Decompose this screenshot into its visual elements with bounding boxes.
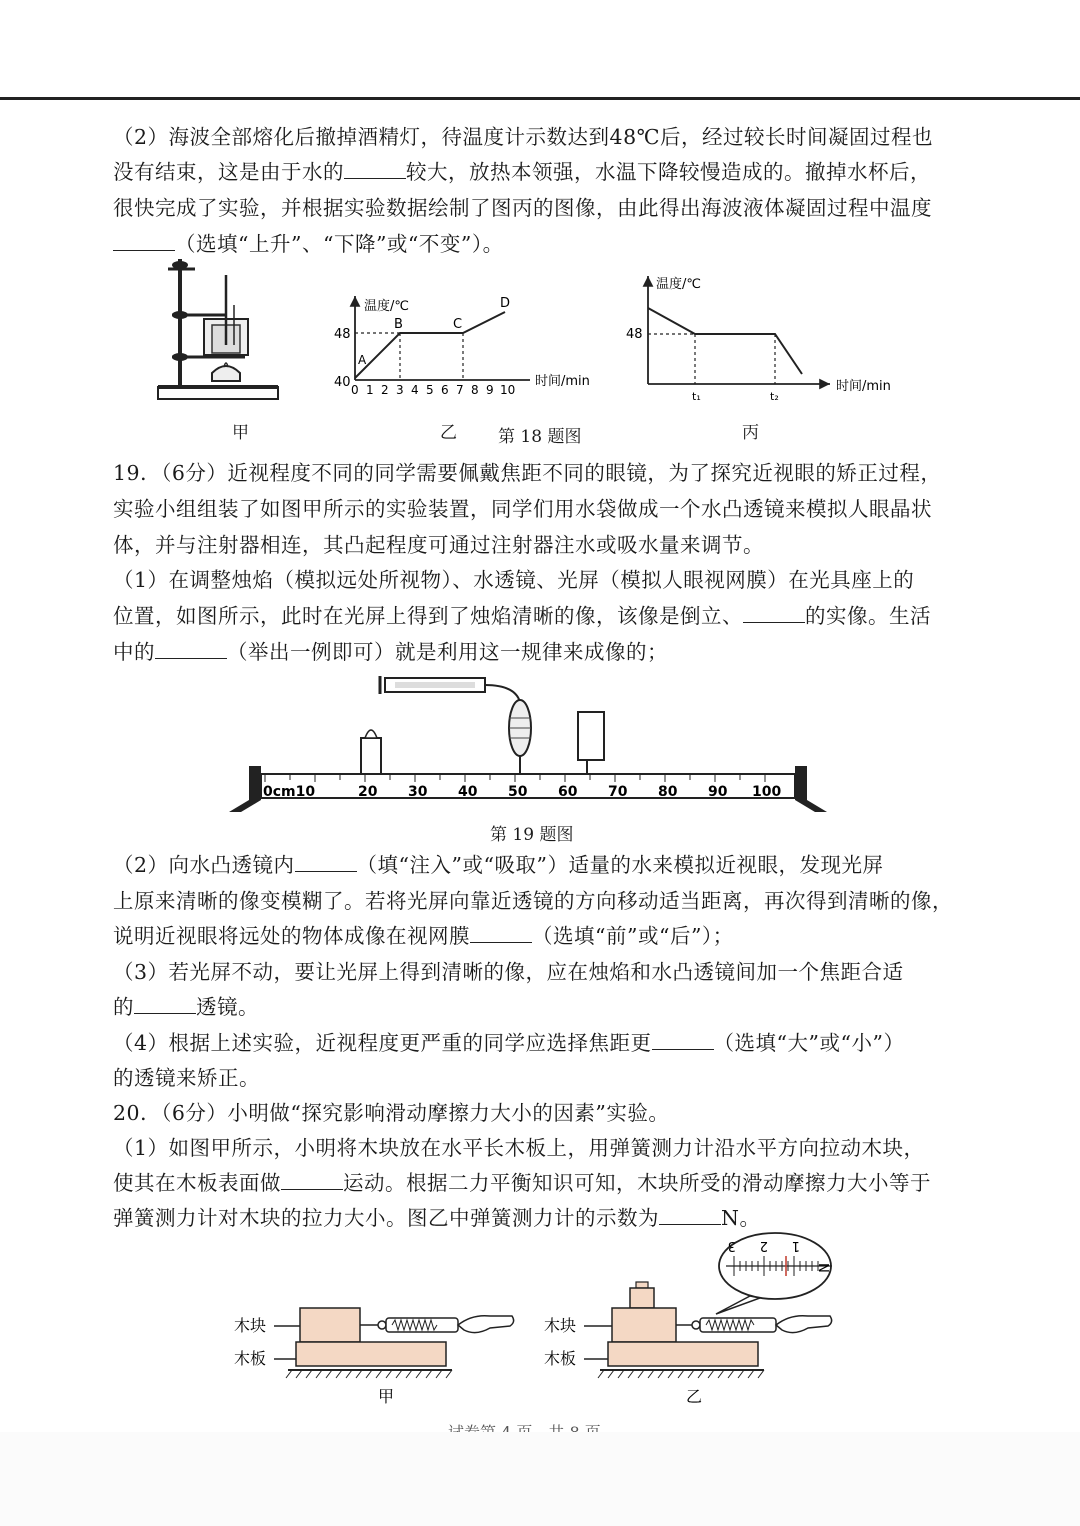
q19-p3-line-2: 的 透镜。 [113,995,259,1019]
answer-blank[interactable] [155,640,227,659]
fig19-caption: 第 19 题图 [490,825,574,845]
ruler-label: 90 [708,784,728,800]
figure-20-yi [540,1226,860,1411]
yi-ytick-40: 40 [334,375,351,390]
yi-xtick: 1 [366,383,374,397]
yi-xlabel: 时间/min [535,374,590,389]
jia-board-label: 木板 [234,1349,267,1368]
figure-18-jia-apparatus [150,255,290,405]
yi-board-label: 木板 [544,1349,577,1368]
q19-p2-line-1: （2）向水凸透镜内 （填“注入”或“吸取”）适量的水来模拟近视眼，发现光屏 [113,853,884,877]
ruler-label: 70 [608,784,628,800]
answer-blank[interactable] [659,1206,721,1225]
answer-blank[interactable] [113,232,175,251]
yi-ytick-48: 48 [334,327,351,342]
q19-p1-line-2: 位置，如图所示，此时在光屏上得到了烛焰清晰的像，该像是倒立、 的实像。生活 [113,604,931,628]
yi-block-label: 木块 [544,1316,577,1335]
ruler-label: 30 [408,784,428,800]
yi-point-c: C [453,317,463,332]
yi-xtick: 3 [396,383,404,397]
figure-20-jia [228,1300,528,1410]
ruler-label: 60 [558,784,578,800]
top-rule [0,97,1080,100]
fig20-label-jia: 甲 [378,1387,395,1406]
q18-text-line-2: 没有结束，这是由于水的 较大，放热本领强，水温下降较慢造成的。撤掉水杯后， [113,160,931,184]
yi-xtick: 9 [486,383,494,397]
yi-ylabel: 温度/℃ [364,299,409,314]
q18-text-line-1: （2）海波全部熔化后撤掉酒精灯，待温度计示数达到48℃后，经过较长时间凝固过程也 [113,125,934,149]
answer-blank[interactable] [743,604,805,623]
yi-xtick: 7 [456,383,464,397]
yi-xticks [351,383,515,397]
fig18-label-yi: 乙 [440,423,457,443]
dial-unit: N [815,1263,830,1273]
figure-19-optical-bench [225,672,845,817]
yi-xtick: 6 [441,383,449,397]
q19-text-line-2: 实验小组组装了如图甲所示的实验装置，同学们用水袋做成一个水凸透镜来模拟人眼晶状 [113,497,932,521]
answer-blank[interactable] [652,1031,714,1050]
ruler-label: 40 [458,784,478,800]
q19-p1-line-1: （1）在调整烛焰（模拟远处所视物）、水透镜、光屏（模拟人眼视网膜）在光具座上的 [113,568,915,592]
yi-xtick: 8 [471,383,479,397]
ruler-label: 0cm10 [263,784,316,800]
q19-text-line-3: 体，并与注射器相连，其凸起程度可通过注射器注水或吸水量来调节。 [113,533,764,557]
fig18-label-jia: 甲 [232,423,249,443]
fig20-label-yi: 乙 [686,1387,703,1406]
q19-text-line-1: 19．（6分）近视程度不同的同学需要佩戴焦距不同的眼镜，为了探究近视眼的矫正过程， [113,461,942,485]
q19-p2-line-2: 上原来清晰的像变模糊了。若将光屏向靠近透镜的方向移动适当距离，再次得到清晰的像， [113,889,953,913]
ruler-label: 100 [752,784,782,800]
q18-text-line-4: （选填“上升”、“下降”或“不变”）。 [113,227,504,257]
answer-blank[interactable] [295,853,357,872]
yi-xtick: 5 [426,383,434,397]
q20-p1-line-3: 弹簧测力计对木块的拉力大小。图乙中弹簧测力计的示数为 N。 [113,1206,761,1230]
answer-blank[interactable] [344,160,406,179]
figure-18-bing-graph [620,270,920,405]
yi-point-d: D [500,296,511,311]
answer-blank[interactable] [134,995,196,1014]
dial-number: 2 [759,1238,768,1253]
page-footer [448,1420,601,1430]
q20-p1-line-2: 使其在木板表面做 运动。根据二力平衡知识可知，木块所受的滑动摩擦力大小等于 [113,1171,931,1195]
answer-blank[interactable] [470,924,532,943]
q19-p2-line-3: 说明近视眼将远处的物体成像在视网膜 （选填“前”或“后”）； [113,924,734,948]
yi-point-b: B [394,317,403,332]
q19-p4-line-2: 的透镜来矫正。 [113,1066,260,1090]
bing-ylabel: 温度/℃ [656,277,701,292]
jia-block-label: 木块 [234,1316,267,1335]
q20-text-line-1: 20．（6分）小明做“探究影响滑动摩擦力大小的因素”实验。 [113,1101,670,1125]
bing-t1: t₁ [692,390,701,403]
fig18-caption: 第 18 题图 [498,427,582,447]
q20-p1-line-1: （1）如图甲所示，小明将木块放在水平长木板上，用弹簧测力计沿水平方向拉动木块， [113,1136,925,1160]
q19-p4-line-1: （4）根据上述实验，近视程度更严重的同学应选择焦距更 （选填“大”或“小”） [113,1031,905,1055]
ruler-label: 50 [508,784,528,800]
q19-p3-line-1: （3）若光屏不动，要让光屏上得到清晰的像，应在烛焰和水凸透镜间加一个焦距合适 [113,960,904,984]
bing-xlabel: 时间/min [836,379,891,394]
yi-xtick: 10 [500,383,516,397]
fig18-label-bing: 丙 [742,423,759,443]
bing-ytick-48: 48 [626,327,643,342]
dial-number: 3 [727,1238,736,1253]
answer-blank[interactable] [281,1171,343,1190]
yi-point-a: A [358,353,367,367]
q18-text-line-3: 很快完成了实验，并根据实验数据绘制了图丙的图像，由此得出海波液体凝固过程中温度 [113,196,932,220]
yi-xtick: 4 [411,383,419,397]
bottom-margin [0,1432,1080,1526]
ruler-label: 80 [658,784,678,800]
yi-xtick: 0 [351,383,359,397]
bing-t2: t₂ [770,390,779,403]
q19-p1-line-3: 中的 （举出一例即可）就是利用这一规律来成像的； [113,640,668,664]
figure-18-yi-graph [330,292,630,407]
ruler-label: 20 [358,784,378,800]
yi-xtick: 2 [381,383,389,397]
dial-number: 1 [791,1238,800,1253]
